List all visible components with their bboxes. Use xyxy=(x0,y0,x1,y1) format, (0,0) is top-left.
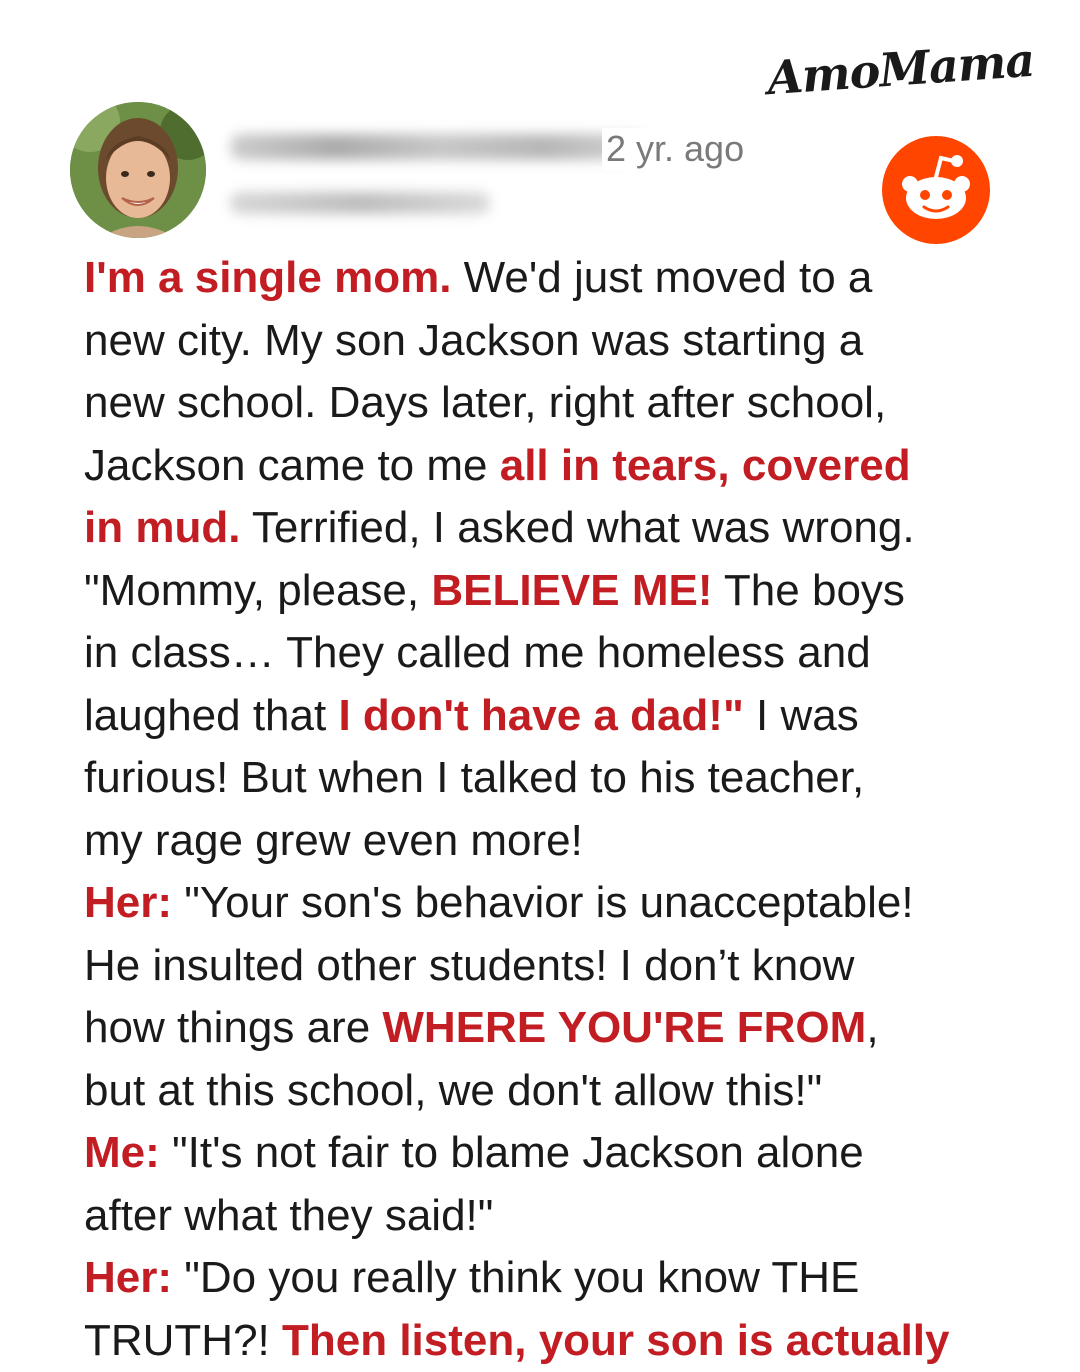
story-text-span: , xyxy=(866,1003,878,1052)
post-header xyxy=(70,100,1010,240)
story-line: He insulted other students! I don’t know xyxy=(84,935,1024,998)
story-line xyxy=(84,872,1024,935)
story-text-span: "Do you really think you know THE xyxy=(172,1253,859,1302)
highlight-text: WHERE YOU'RE FROM xyxy=(382,1003,866,1052)
story-line: new city. My son Jackson was starting a xyxy=(84,310,1024,373)
highlight-text: in mud. xyxy=(84,503,240,552)
story-line xyxy=(84,435,1024,498)
blurred-subline xyxy=(230,192,490,214)
story-line xyxy=(84,1247,1024,1310)
highlight-text: Then listen, your son is actually xyxy=(282,1316,950,1365)
story-text-span: Terrified, I asked what was wrong. xyxy=(240,503,914,552)
avatar-photo-icon xyxy=(70,102,206,238)
reddit-alien-icon xyxy=(882,136,990,244)
story-text xyxy=(84,247,1024,1372)
story-line xyxy=(84,1122,1024,1185)
amomama-logo: AmoMama xyxy=(765,33,1035,106)
story-line xyxy=(84,685,1024,748)
story-text-span: "It's not fair to blame Jackson alone xyxy=(160,1128,864,1177)
story-text-span: I was xyxy=(744,691,859,740)
story-text-span: TRUTH?! xyxy=(84,1316,282,1365)
speaker-label: Her: xyxy=(84,1253,172,1302)
story-text-span: laughed that xyxy=(84,691,338,740)
story-line xyxy=(84,560,1024,623)
story-line: after what they said!" xyxy=(84,1185,1024,1248)
story-line: new school. Days later, right after school, xyxy=(84,372,1024,435)
highlight-text: BELIEVE ME! xyxy=(431,566,712,615)
story-line xyxy=(84,997,1024,1060)
story-text-span: how things are xyxy=(84,1003,382,1052)
speaker-label: Me: xyxy=(84,1128,160,1177)
story-line: my rage grew even more! xyxy=(84,810,1024,873)
story-line xyxy=(84,247,1024,310)
speaker-label: Her: xyxy=(84,878,172,927)
story-line: in class… They called me homeless and xyxy=(84,622,1024,685)
avatar[interactable] xyxy=(70,102,206,238)
story-text-span: Jackson came to me xyxy=(84,441,500,490)
highlight-text: I'm a single mom. xyxy=(84,253,451,302)
highlight-text: all in tears, covered xyxy=(500,441,911,490)
story-text-span: We'd just moved to a xyxy=(451,253,872,302)
story-line xyxy=(84,1310,1024,1372)
story-text-span: "Mommy, please, xyxy=(84,566,431,615)
story-line xyxy=(84,497,1024,560)
reddit-logo xyxy=(882,136,990,244)
story-line: but at this school, we don't allow this!" xyxy=(84,1060,1024,1123)
post-timestamp: 2 yr. ago xyxy=(602,128,744,170)
blurred-username xyxy=(230,134,650,160)
story-text-span: "Your son's behavior is unacceptable! xyxy=(172,878,914,927)
story-line: furious! But when I talked to his teacher, xyxy=(84,747,1024,810)
highlight-text: I don't have a dad!" xyxy=(338,691,743,740)
story-text-span: The boys xyxy=(713,566,905,615)
